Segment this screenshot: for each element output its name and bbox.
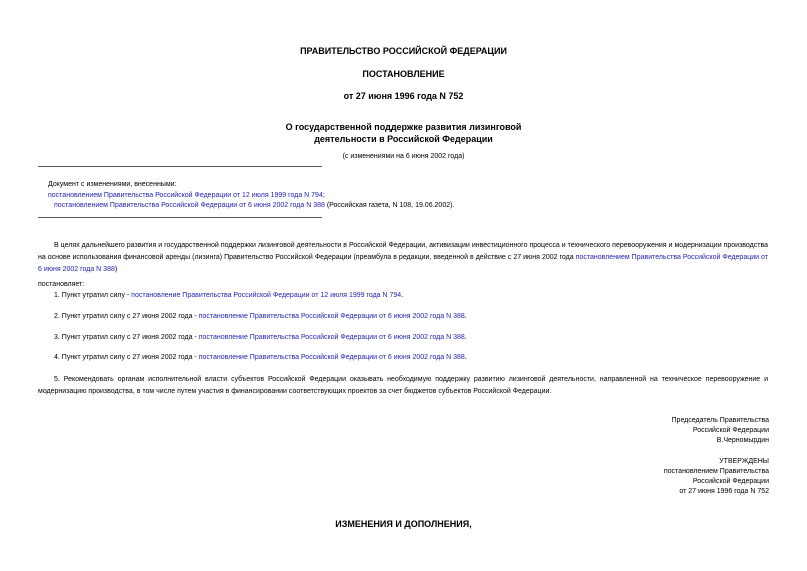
- item-4-link[interactable]: постановление Правительства Российской Федерации от 6 июня 2002 года N 388: [198, 354, 465, 361]
- approved-org: Российской Федерации: [692, 478, 769, 485]
- preamble-paragraph: [38, 240, 768, 276]
- list-item-4: [54, 354, 467, 361]
- item-3-text: 3. Пункт утратил силу с 27 июня 2002 года -: [54, 334, 199, 341]
- list-item-2: [54, 313, 467, 320]
- changes-intro: Документ с изменениями, внесенными:: [48, 181, 177, 188]
- item-2-text: 2. Пункт утратил силу с 27 июня 2002 года -: [54, 313, 199, 320]
- decrees-word: постановляет:: [38, 281, 85, 288]
- document-title-line1: О государственной поддержке развития лизинговой: [285, 122, 522, 132]
- approved-by: постановлением Правительства: [663, 468, 769, 475]
- changes-link-388-row: [54, 202, 454, 209]
- document-title-line2: деятельности в Российской Федерации: [314, 134, 493, 144]
- item-2-suffix: .: [464, 313, 467, 320]
- item-4-text: 4. Пункт утратил силу с 27 июня 2002 года -: [54, 354, 199, 361]
- signature-title: Председатель Правительства: [671, 417, 769, 424]
- item-2-link[interactable]: постановление Правительства Российской Федерации от 6 июня 2002 года N 388: [198, 313, 465, 320]
- item-1-link[interactable]: постановление Правительства Российской Федерации от 12 июля 1999 года N 794: [131, 292, 402, 299]
- item-1-suffix: .: [401, 292, 404, 299]
- government-name: ПРАВИТЕЛЬСТВО РОССИЙСКОЙ ФЕДЕРАЦИИ: [300, 46, 507, 56]
- approved-label: УТВЕРЖДЕНЫ: [719, 458, 769, 465]
- changes-link-794-text[interactable]: постановлением Правительства Российской Федерации от 12 июля 1999 года N 794;: [48, 192, 325, 199]
- item-4-suffix: .: [464, 354, 467, 361]
- approved-date: от 27 июня 1996 года N 752: [679, 488, 769, 495]
- document-type: ПОСТАНОВЛЕНИЕ: [362, 69, 445, 79]
- list-item-3: [54, 334, 467, 341]
- item-1-text: 1. Пункт утратил силу -: [54, 292, 132, 299]
- item-3-suffix: .: [464, 334, 467, 341]
- preamble-text: В целях дальнейшего развития и государственной поддержки лизинговой деятельности в Российской Федерации, активизации инвестиционного процесса и технического перевооружения и модернизации производства на основе использования финансовой аренды (лизинга) Правительство Российской Федерации (преамбула в редакции, введенной в действие с 27 июня 2002 года: [38, 242, 768, 261]
- divider-top: [38, 166, 322, 167]
- changes-link-388[interactable]: постановлением Правительства Российской Федерации от 6 июня 2002 года N 388: [54, 202, 325, 209]
- divider-bottom: [38, 217, 322, 218]
- list-item-5: 5. Рекомендовать органам исполнительной власти субъектов Российской Федерации оказывать необходимую поддержку развитию лизинговой деятельности, направленной на техническое перевооружение и модернизацию производства, в том числе путем участия в финансировании соответствующих проектов за счет бюджетов субъектов Российской Федерации.: [38, 376, 768, 395]
- preamble-link-388[interactable]: постановлением Правительства Российской Федерации от 6 июня 2002 года N 388: [38, 254, 768, 273]
- document-date-number: от 27 июня 1996 года N 752: [343, 91, 464, 101]
- changes-link-794[interactable]: [48, 192, 325, 199]
- preamble-suffix: ): [114, 266, 118, 273]
- revision-note: (с изменениями на 6 июня 2002 года): [342, 153, 465, 160]
- changes-link-388-source: (Российская газета, N 108, 19.06.2002).: [324, 202, 455, 209]
- item-3-link[interactable]: постановление Правительства Российской Федерации от 6 июня 2002 года N 388: [198, 334, 465, 341]
- list-item-1: [54, 292, 403, 299]
- signature-name: В.Черномырдин: [716, 437, 769, 444]
- changes-heading: ИЗМЕНЕНИЯ И ДОПОЛНЕНИЯ,: [335, 519, 472, 529]
- signature-org: Российской Федерации: [692, 427, 769, 434]
